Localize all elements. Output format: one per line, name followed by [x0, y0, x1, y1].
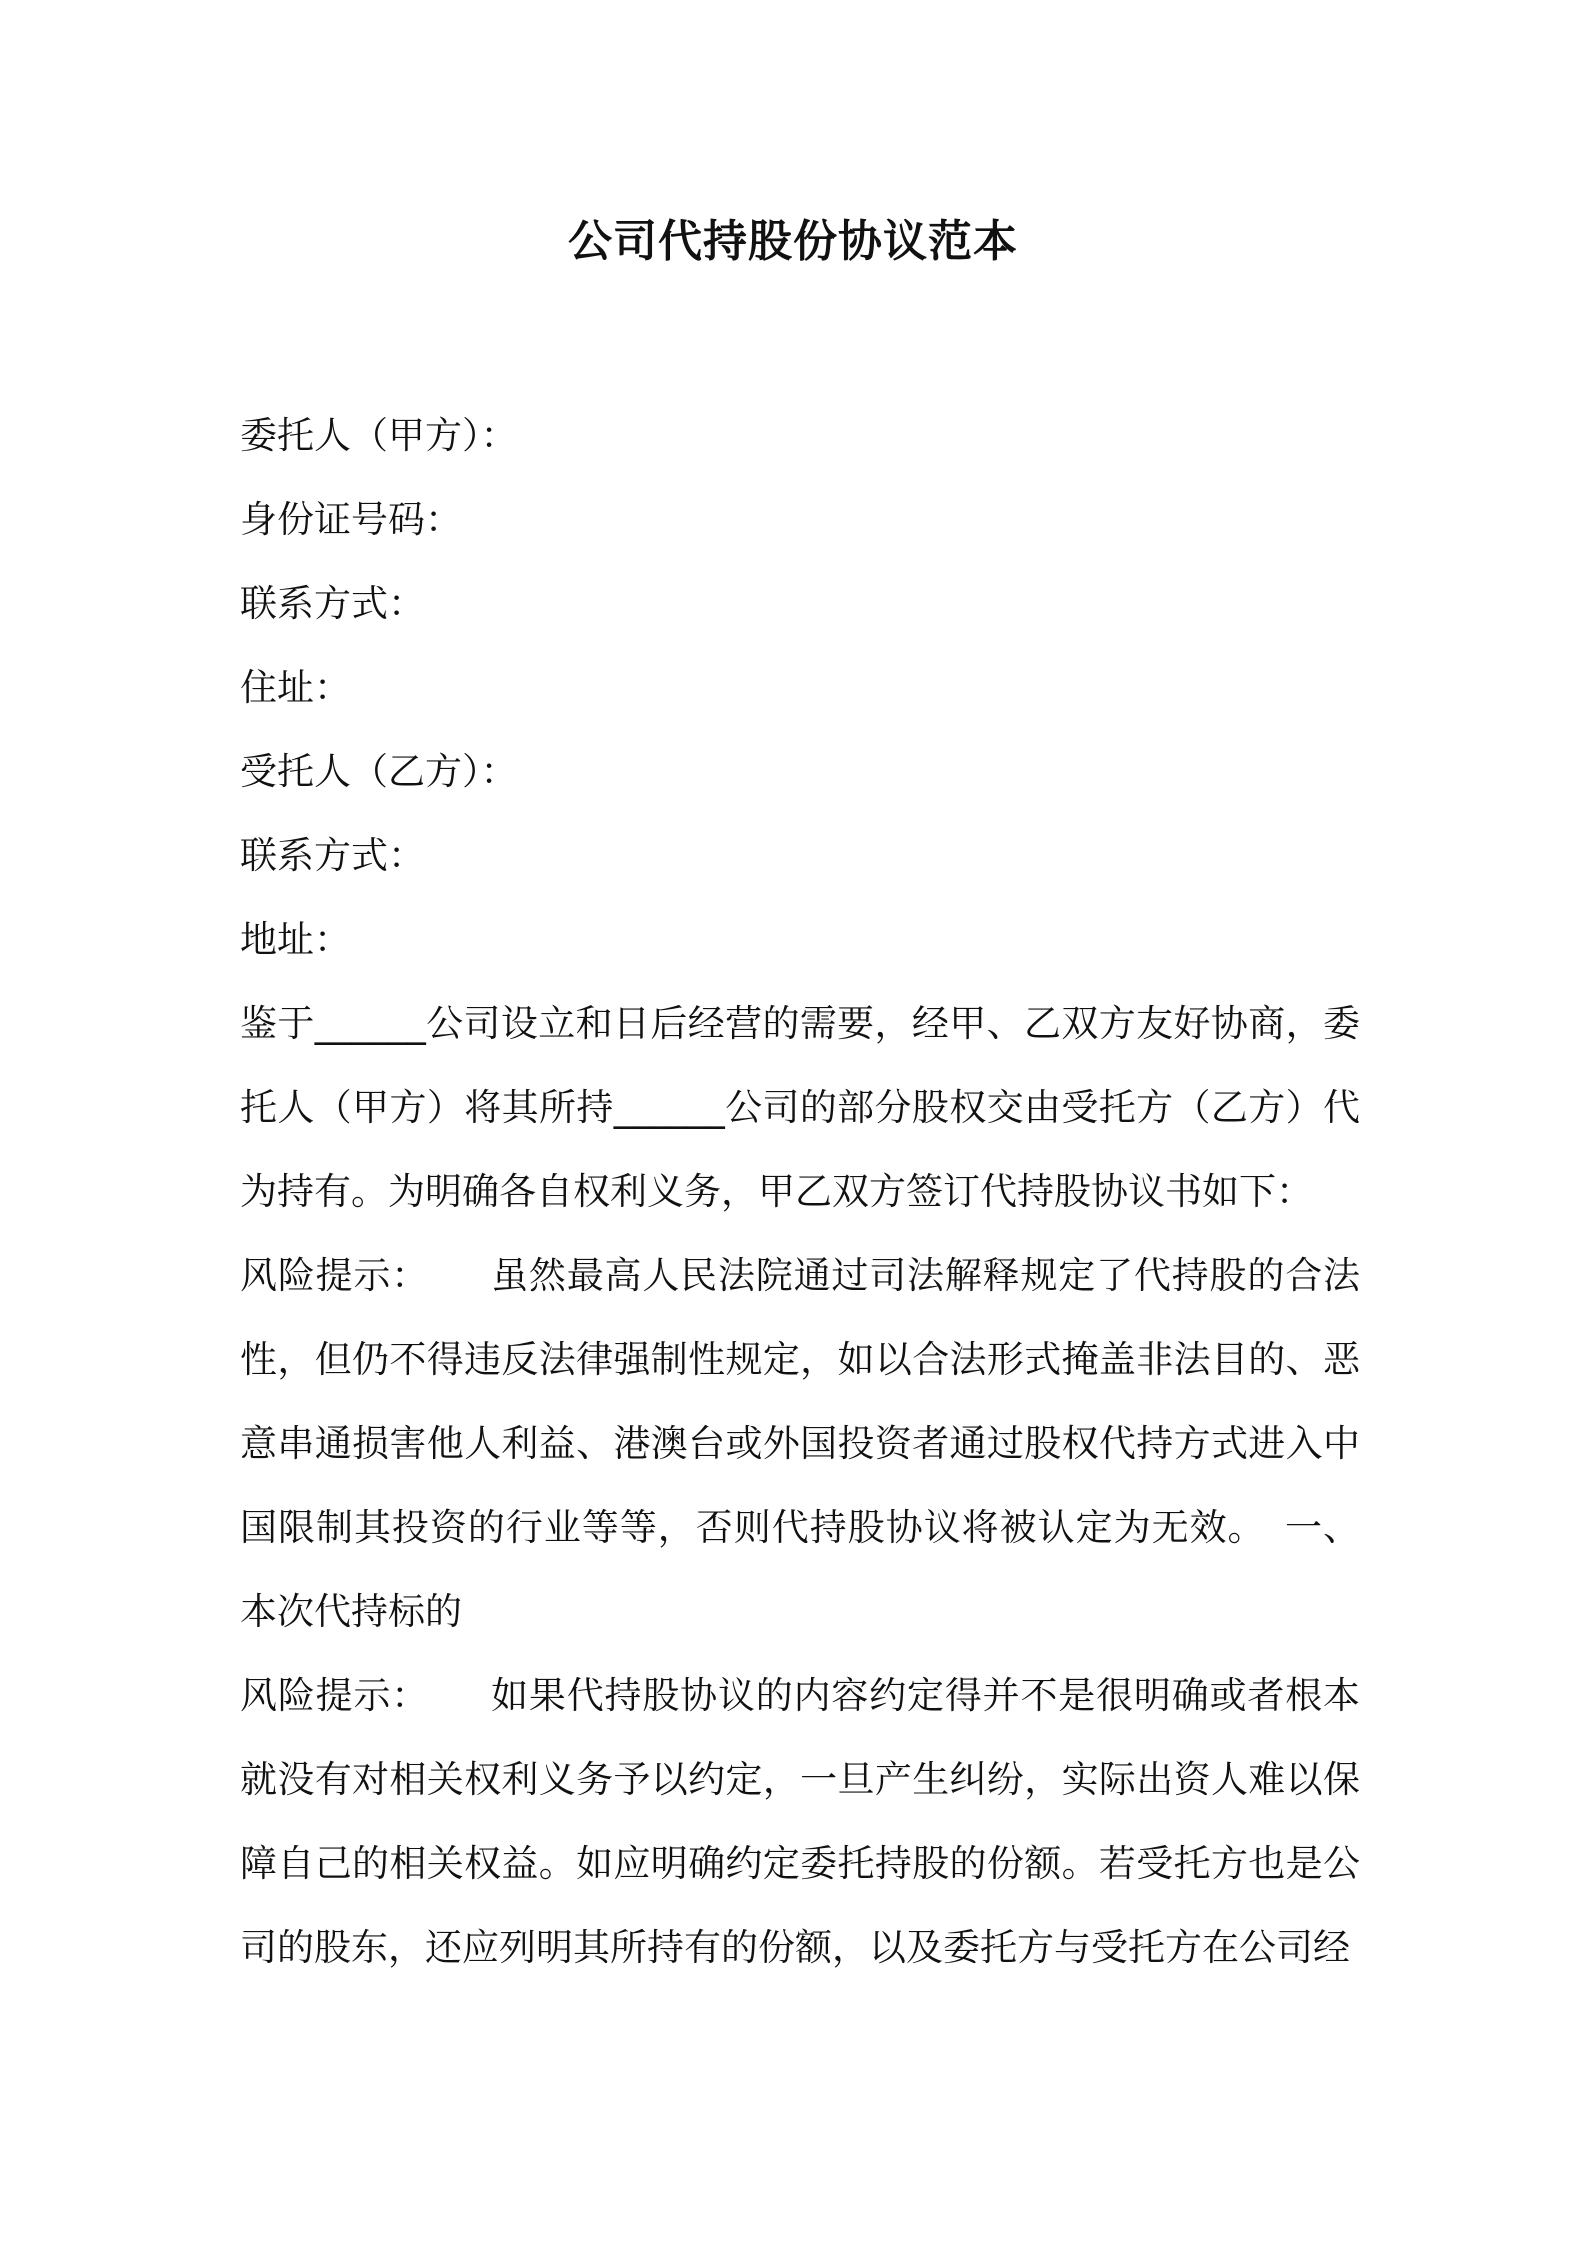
risk-warning-text: 如果代持股协议的内容约定得并不是很明确或者根本就没有对相关权利义务予以约定，一旦产生纠纷，实际出资人难以保障自己的相关权益。如应明确约定委托持股的份额。若受托方也是公司的股东，还应列明其所持有的份额，以及委托方与受托方在公司经: [240, 1674, 1361, 1969]
party-b-contact-line: 联系方式：: [240, 834, 425, 877]
party-info-block: [240, 394, 1360, 982]
risk-warning-label: 风险提示：: [240, 1674, 430, 1717]
risk-warning-label: 风险提示：: [240, 1254, 430, 1297]
trustee-party-b-line: 受托人（乙方）：: [240, 750, 518, 793]
principal-party-a-line: 委托人（甲方）：: [240, 414, 518, 457]
agreement-content: [240, 982, 1360, 1990]
document-title: 公司代持股份协议范本: [568, 216, 1018, 267]
preamble-paragraph: 鉴于______公司设立和日后经营的需要，经甲、乙双方友好协商，委托人（甲方）将其所持______公司的部分股权交由受托方（乙方）代为持有。为明确各自权利义务，甲乙双方签订代持股协议书如下：: [240, 1002, 1360, 1213]
risk-warning-paragraph-2: [240, 1654, 1360, 1990]
party-a-address-line: 住址：: [240, 666, 351, 709]
risk-warning-text: 虽然最高人民法院通过司法解释规定了代持股的合法性，但仍不得违反法律强制性规定，如以合法形式掩盖非法目的、恶意串通损害他人利益、港澳台或外国投资者通过股权代持方式进入中国限制其投资的行业等等，否则代持股协议将被认定为无效。 一、本次代持标的: [240, 1254, 1361, 1633]
risk-warning-paragraph-1: [240, 1234, 1360, 1654]
id-number-line: 身份证号码：: [240, 498, 462, 541]
party-b-address-line: 地址：: [240, 918, 351, 961]
party-a-contact-line: 联系方式：: [240, 582, 425, 625]
